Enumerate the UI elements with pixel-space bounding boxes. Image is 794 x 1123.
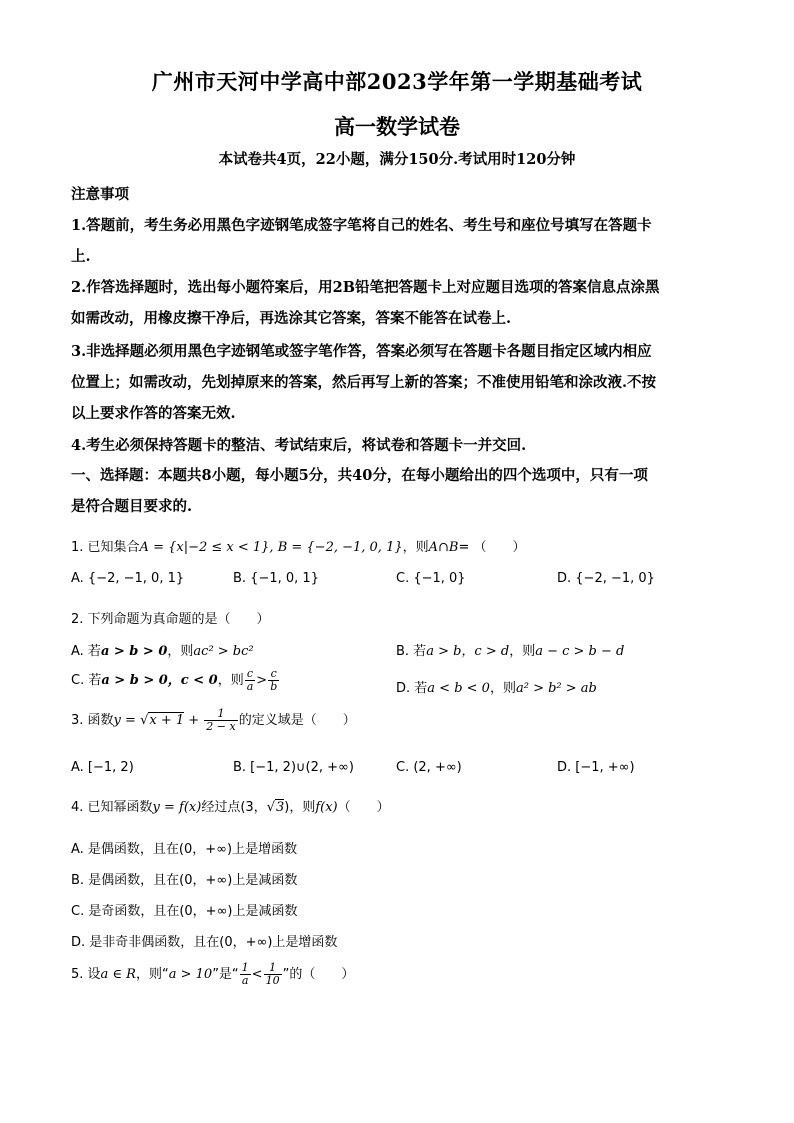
- q1-option-b: B. {−1, 0, 1}: [233, 571, 319, 586]
- q3-option-c: C. (2, +∞): [396, 760, 462, 775]
- q1-stem: 1. 已知集合: [71, 540, 140, 555]
- q3-option-a: A. [−1, 2): [71, 760, 134, 775]
- notes-line: 2.作答选择题时，选出每小题符案后，用2B铅笔把答题卡上对应题目选项的答案信息点涂黑: [71, 279, 660, 296]
- notes-line: 如需改动，用橡皮擦干净后，再选涂其它答案，答案不能答在试卷上.: [71, 310, 512, 327]
- question-4: 4. 已知幂函数y = f(x)经过点(3，√3)，则f(x)（ ）: [71, 800, 390, 815]
- q1-option-a: A. {−2, −1, 0, 1}: [71, 571, 185, 586]
- question-5: 5. 设a ∈ R，则“a > 10”是“ $\frac{1}{a}$ < $\frac{1}{10}$ ”的（ ）: [71, 961, 355, 987]
- q3-option-d: D. [−1, +∞): [557, 760, 635, 775]
- q4-option-b: B. 是偶函数，且在(0，+∞)上是减函数: [71, 873, 298, 888]
- notes-heading: 注意事项: [71, 186, 129, 203]
- q2-option-a: A. 若a > b > 0，则ac² > bc²: [71, 644, 254, 659]
- q4-option-a: A. 是偶函数，且在(0，+∞)上是增函数: [71, 842, 298, 857]
- q3-option-b: B. [−1, 2)∪(2, +∞): [233, 760, 354, 775]
- q1-option-d: D. {−2, −1, 0}: [557, 571, 655, 586]
- exam-subtitle: 高一数学试卷: [334, 114, 460, 139]
- notes-line: 上.: [71, 248, 91, 265]
- q1-sets: A = {x|−2 ≤ x < 1}, B = {−2, −1, 0, 1}: [139, 540, 403, 555]
- q4-option-d: D. 是非奇非偶函数，且在(0，+∞)上是增函数: [71, 935, 338, 950]
- q1-stem-b: ，则: [402, 540, 429, 555]
- question-1: [71, 536, 526, 555]
- exam-title: 广州市天河中学高中部2023学年第一学期基础考试: [151, 69, 643, 94]
- notes-line: 4.考生必须保持答题卡的整洁、考试结束后，将试卷和答题卡一并交回.: [71, 437, 527, 454]
- notes-line: 1.答题前，考生务必用黑色字迹钢笔成签字笔将自己的姓名、考生号和座位号填写在答题卡: [71, 217, 652, 234]
- section-heading-cont: 是符合题目要求的.: [71, 498, 193, 515]
- q2-option-d: D. 若a < b < 0，则a² > b² > ab: [396, 681, 597, 696]
- q2-option-c: C. 若a > b > 0，c < 0，则 $\frac{c}{a}$ > $\frac{c}{b}$: [71, 667, 278, 693]
- section-heading: 一、选择题：本题共8小题，每小题5分，共40分，在每小题给出的四个选项中，只有一项: [71, 467, 648, 484]
- notes-line: 以上要求作答的答案无效.: [71, 405, 236, 422]
- q1-expr: A∩B: [428, 540, 459, 555]
- q4-option-c: C. 是奇函数，且在(0，+∞)上是减函数: [71, 904, 298, 919]
- question-2: 2. 下列命题为真命题的是（ ）: [71, 612, 270, 627]
- q2-option-b: B. 若a > b，c > d，则a − c > b − d: [396, 644, 625, 659]
- notes-line: 3.非选择题必须用黑色字迹钢笔或签字笔作答，答案必须写在答题卡各题目指定区域内相应: [71, 343, 652, 360]
- exam-info: 本试卷共4页，22小题，满分150分.考试用时120分钟: [218, 151, 576, 168]
- notes-line: 位置上；如需改动，先划掉原来的答案，然后再写上新的答案；不准使用铅笔和涂改液.不按: [71, 374, 657, 391]
- question-3: 3. 函数y = √x + 1 + $\frac{1}{2 - x}$ 的定义域是（ ）: [71, 707, 356, 733]
- q1-option-c: C. {−1, 0}: [396, 571, 466, 586]
- q1-stem-c: = （ ）: [458, 540, 526, 555]
